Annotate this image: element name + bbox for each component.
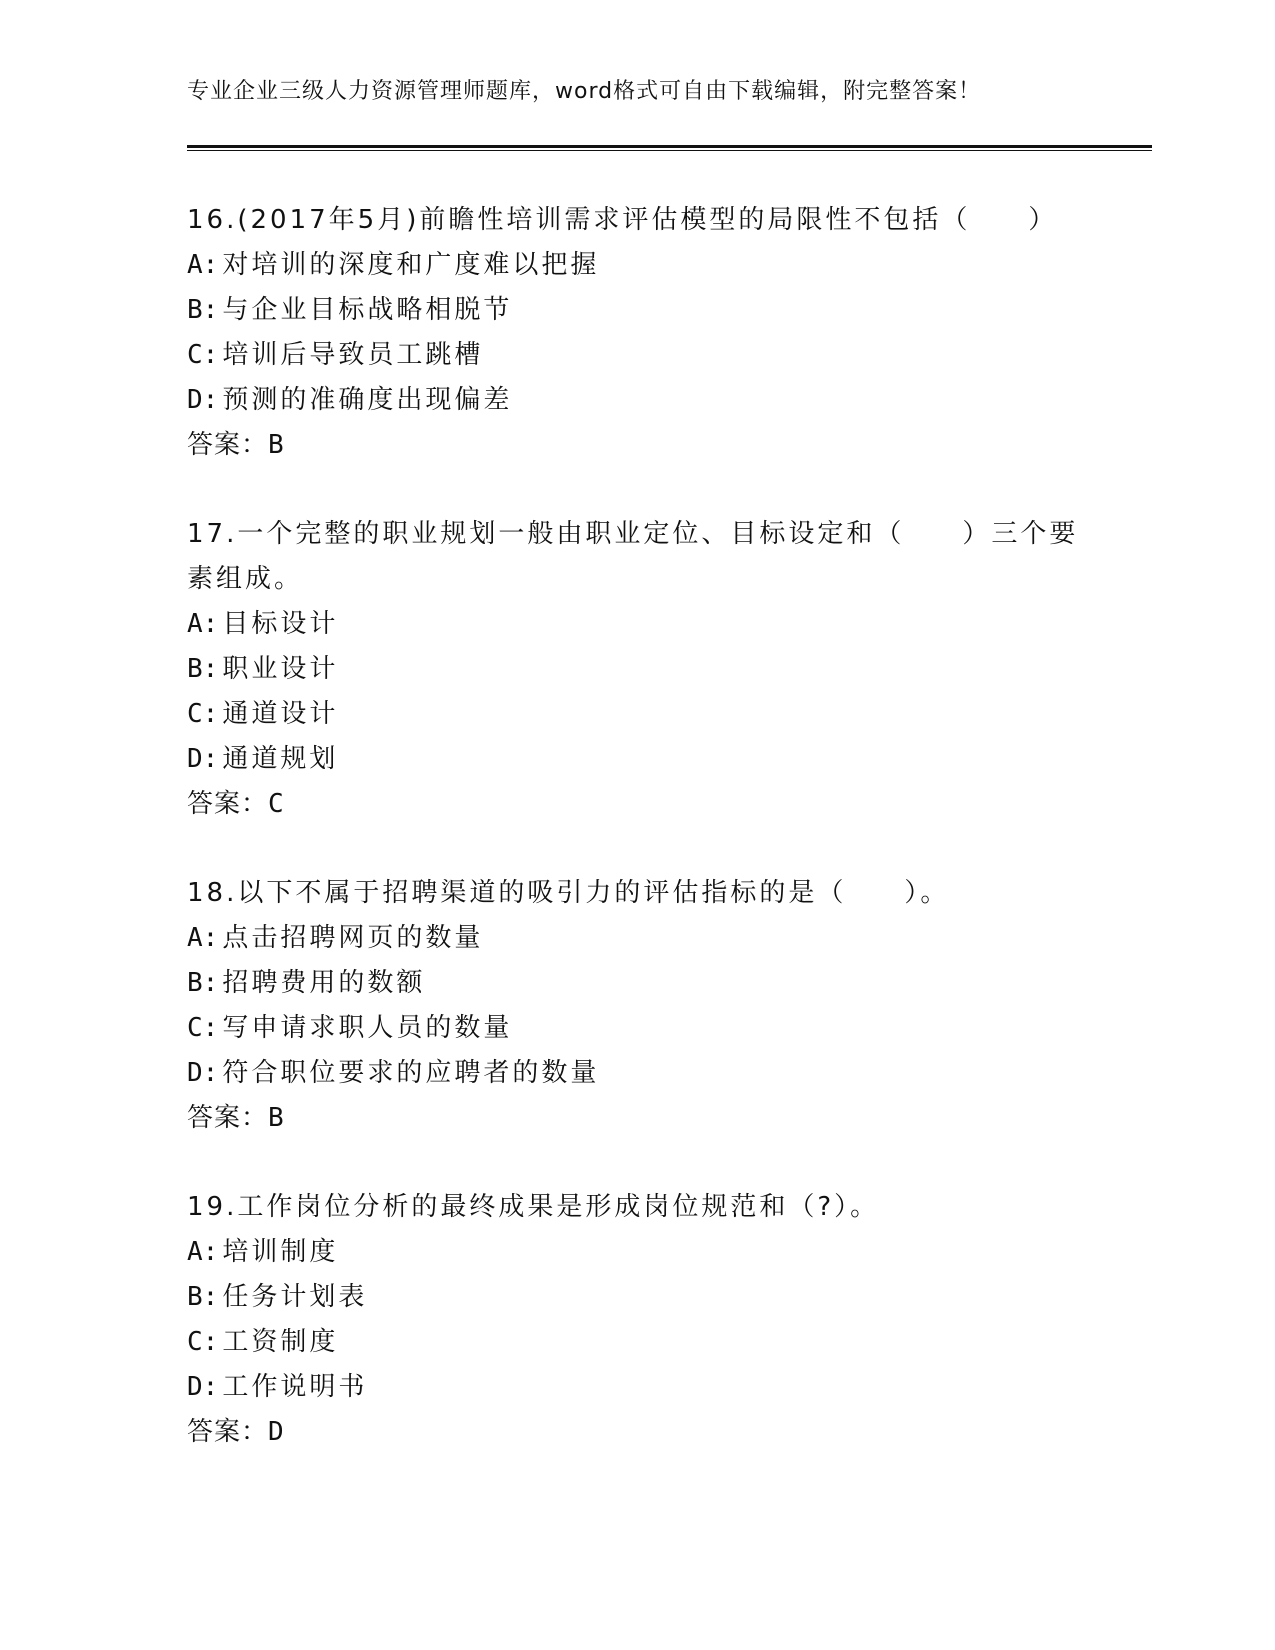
question-list xyxy=(187,198,1087,1499)
answer-label: 答案： xyxy=(187,1103,269,1133)
option-item xyxy=(187,916,1087,961)
option-letter: C: xyxy=(187,1327,219,1357)
question-item xyxy=(187,1185,1087,1455)
option-text: 通道规划 xyxy=(222,744,339,774)
option-letter: A: xyxy=(187,1237,219,1267)
option-text: 点击招聘网页的数量 xyxy=(222,923,484,953)
question-item xyxy=(187,871,1087,1141)
option-item xyxy=(187,961,1087,1006)
option-item xyxy=(187,737,1087,782)
option-text: 培训后导致员工跳槽 xyxy=(222,340,484,370)
option-item xyxy=(187,1320,1087,1365)
answer-value: B xyxy=(268,1103,285,1133)
option-letter: D: xyxy=(187,385,219,415)
option-letter: B: xyxy=(187,968,219,998)
option-letter: C: xyxy=(187,699,219,729)
option-text: 对培训的深度和广度难以把握 xyxy=(222,250,600,280)
answer-label: 答案： xyxy=(187,430,269,460)
option-text: 招聘费用的数额 xyxy=(222,968,426,998)
option-text: 职业设计 xyxy=(222,654,339,684)
option-item xyxy=(187,1275,1087,1320)
answer-label: 答案： xyxy=(187,1417,269,1447)
option-text: 与企业目标战略相脱节 xyxy=(222,295,513,325)
option-item xyxy=(187,333,1087,378)
question-text: 16.(2017年5月)前瞻性培训需求评估模型的局限性不包括（ ） xyxy=(187,205,1058,235)
option-item xyxy=(187,288,1087,333)
option-text: 通道设计 xyxy=(222,699,339,729)
option-item xyxy=(187,378,1087,423)
option-letter: B: xyxy=(187,1282,219,1312)
question-item xyxy=(187,198,1087,468)
option-letter: C: xyxy=(187,340,219,370)
option-text: 写申请求职人员的数量 xyxy=(222,1013,513,1043)
page-header: 专业企业三级人力资源管理师题库，word格式可自由下载编辑，附完整答案！ xyxy=(187,79,982,104)
option-letter: D: xyxy=(187,1372,219,1402)
question-text: 19.工作岗位分析的最终成果是形成岗位规范和（?）。 xyxy=(187,1192,880,1222)
option-item xyxy=(187,243,1087,288)
question-item xyxy=(187,512,1087,827)
option-text: 任务计划表 xyxy=(222,1282,368,1312)
answer-line xyxy=(187,1096,1087,1141)
option-item xyxy=(187,1006,1087,1051)
option-letter: D: xyxy=(187,744,219,774)
option-letter: A: xyxy=(187,609,219,639)
option-letter: A: xyxy=(187,250,219,280)
option-item xyxy=(187,602,1087,647)
option-letter: A: xyxy=(187,923,219,953)
question-text: 18.以下不属于招聘渠道的吸引力的评估指标的是（ ）。 xyxy=(187,878,950,908)
option-letter: B: xyxy=(187,295,219,325)
header-divider xyxy=(187,145,1152,151)
option-text: 工资制度 xyxy=(222,1327,339,1357)
option-item xyxy=(187,1365,1087,1410)
answer-line xyxy=(187,782,1087,827)
option-item xyxy=(187,647,1087,692)
option-text: 符合职位要求的应聘者的数量 xyxy=(222,1058,600,1088)
answer-value: C xyxy=(268,789,285,819)
option-item xyxy=(187,692,1087,737)
answer-value: B xyxy=(268,430,285,460)
option-text: 工作说明书 xyxy=(222,1372,368,1402)
option-text: 培训制度 xyxy=(222,1237,339,1267)
option-letter: C: xyxy=(187,1013,219,1043)
option-item xyxy=(187,1051,1087,1096)
option-letter: D: xyxy=(187,1058,219,1088)
answer-line xyxy=(187,1410,1087,1455)
option-item xyxy=(187,1230,1087,1275)
question-text: 17.一个完整的职业规划一般由职业定位、目标设定和（ ）三个要素组成。 xyxy=(187,519,1079,594)
answer-value: D xyxy=(268,1417,285,1447)
answer-label: 答案： xyxy=(187,789,269,819)
option-letter: B: xyxy=(187,654,219,684)
option-text: 目标设计 xyxy=(222,609,339,639)
option-text: 预测的准确度出现偏差 xyxy=(222,385,513,415)
answer-line xyxy=(187,423,1087,468)
